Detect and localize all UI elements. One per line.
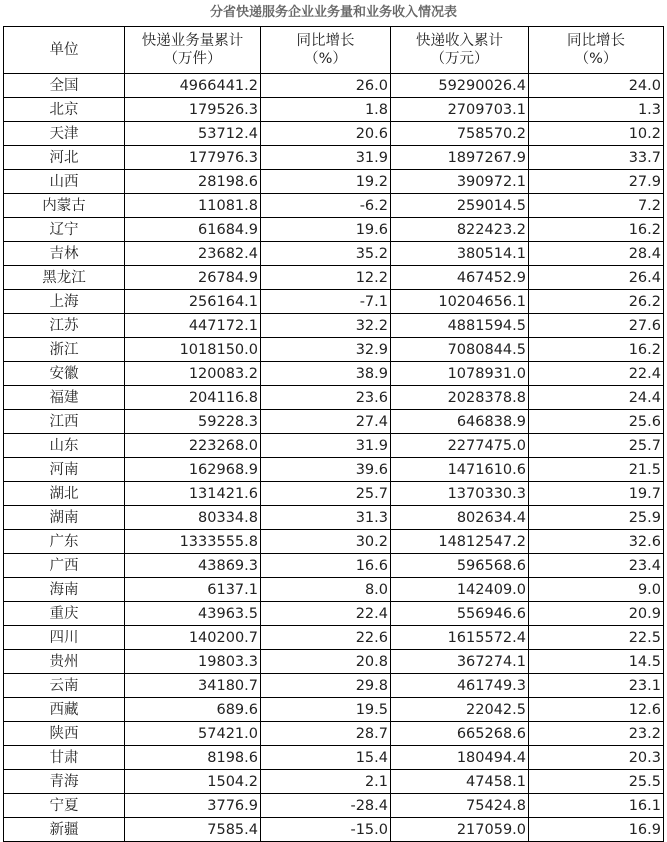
cell-volume: 59228.3 [125,410,261,434]
cell-revenue-growth: 7.2 [529,194,664,218]
cell-revenue: 390972.1 [391,170,529,194]
table-row [4,458,664,482]
table-row [4,506,664,530]
cell-volume: 1018150.0 [125,338,261,362]
cell-revenue-growth: 25.9 [529,506,664,530]
table-row [4,482,664,506]
cell-volume-growth: 32.2 [261,314,391,338]
cell-revenue: 596568.6 [391,554,529,578]
cell-region: 天津 [4,122,125,146]
cell-volume: 61684.9 [125,218,261,242]
header-volume-growth: 同比增长 （%） [261,27,391,74]
cell-revenue: 4881594.5 [391,314,529,338]
cell-revenue-growth: 22.5 [529,626,664,650]
cell-volume: 26784.9 [125,266,261,290]
table-row [4,98,664,122]
table-row [4,314,664,338]
cell-volume-growth: 22.4 [261,602,391,626]
cell-volume: 53712.4 [125,122,261,146]
cell-volume-growth: -28.4 [261,794,391,818]
cell-revenue: 1078931.0 [391,362,529,386]
cell-region: 重庆 [4,602,125,626]
cell-revenue: 802634.4 [391,506,529,530]
cell-revenue-growth: 27.6 [529,314,664,338]
cell-revenue-growth: 32.6 [529,530,664,554]
cell-revenue: 380514.1 [391,242,529,266]
cell-volume-growth: 20.8 [261,650,391,674]
cell-volume-growth: 22.6 [261,626,391,650]
cell-region: 上海 [4,290,125,314]
cell-revenue: 1615572.4 [391,626,529,650]
cell-region: 内蒙古 [4,194,125,218]
cell-revenue: 1471610.6 [391,458,529,482]
cell-volume: 162968.9 [125,458,261,482]
cell-volume-growth: 15.4 [261,746,391,770]
table-row [4,554,664,578]
cell-revenue: 1897267.9 [391,146,529,170]
cell-volume-growth: 25.7 [261,482,391,506]
cell-volume-growth: 26.0 [261,74,391,98]
cell-revenue-growth: 23.1 [529,674,664,698]
cell-revenue: 75424.8 [391,794,529,818]
cell-volume-growth: 39.6 [261,458,391,482]
data-table [3,26,664,842]
cell-revenue: 180494.4 [391,746,529,770]
cell-region: 山东 [4,434,125,458]
table-row [4,626,664,650]
header-revenue-growth: 同比增长 （%） [529,27,664,74]
cell-region: 湖北 [4,482,125,506]
table-row [4,434,664,458]
header-row [4,27,664,74]
cell-revenue-growth: 22.4 [529,362,664,386]
cell-revenue: 367274.1 [391,650,529,674]
table-title: 分省快递服务企业业务量和业务收入情况表 [209,5,457,20]
cell-volume: 4966441.2 [125,74,261,98]
cell-revenue-growth: 16.2 [529,218,664,242]
table-row [4,578,664,602]
cell-region: 江西 [4,410,125,434]
cell-volume-growth: 16.6 [261,554,391,578]
cell-revenue: 47458.1 [391,770,529,794]
table-row [4,290,664,314]
cell-volume-growth: 12.2 [261,266,391,290]
cell-volume-growth: -6.2 [261,194,391,218]
cell-region: 江苏 [4,314,125,338]
cell-volume-growth: 19.6 [261,218,391,242]
table-row [4,386,664,410]
cell-volume-growth: 32.9 [261,338,391,362]
cell-volume-growth: 19.5 [261,698,391,722]
cell-revenue-growth: 12.6 [529,698,664,722]
cell-region: 西藏 [4,698,125,722]
header-unit: 单位 [4,27,125,74]
cell-revenue: 556946.6 [391,602,529,626]
cell-revenue-growth: 14.5 [529,650,664,674]
cell-revenue: 467452.9 [391,266,529,290]
cell-region: 福建 [4,386,125,410]
table-row [4,770,664,794]
cell-revenue-growth: 19.7 [529,482,664,506]
cell-volume: 1504.2 [125,770,261,794]
cell-volume: 177976.3 [125,146,261,170]
table-row [4,146,664,170]
cell-revenue: 2709703.1 [391,98,529,122]
cell-revenue-growth: 33.7 [529,146,664,170]
cell-revenue-growth: 10.2 [529,122,664,146]
cell-volume-growth: 27.4 [261,410,391,434]
cell-volume: 120083.2 [125,362,261,386]
cell-volume-growth: 31.3 [261,506,391,530]
cell-region: 云南 [4,674,125,698]
cell-revenue-growth: 28.4 [529,242,664,266]
cell-revenue-growth: 23.4 [529,554,664,578]
table-row [4,530,664,554]
header-volume: 快递业务量累计 （万件） [125,27,261,74]
cell-revenue-growth: 16.9 [529,818,664,842]
cell-revenue-growth: 26.4 [529,266,664,290]
cell-region: 黑龙江 [4,266,125,290]
cell-revenue-growth: 26.2 [529,290,664,314]
cell-revenue: 22042.5 [391,698,529,722]
cell-volume: 34180.7 [125,674,261,698]
cell-volume-growth: 38.9 [261,362,391,386]
cell-volume-growth: 30.2 [261,530,391,554]
cell-volume-growth: 29.8 [261,674,391,698]
table-row [4,170,664,194]
cell-volume-growth: 28.7 [261,722,391,746]
cell-region: 甘肃 [4,746,125,770]
cell-revenue: 665268.6 [391,722,529,746]
cell-revenue: 217059.0 [391,818,529,842]
cell-revenue: 10204656.1 [391,290,529,314]
table-row [4,338,664,362]
cell-revenue-growth: 16.1 [529,794,664,818]
cell-volume: 43963.5 [125,602,261,626]
table-row [4,266,664,290]
cell-revenue-growth: 20.3 [529,746,664,770]
cell-region: 北京 [4,98,125,122]
cell-volume-growth: 2.1 [261,770,391,794]
cell-region: 四川 [4,626,125,650]
table-row [4,722,664,746]
cell-volume: 23682.4 [125,242,261,266]
cell-volume: 57421.0 [125,722,261,746]
cell-region: 安徽 [4,362,125,386]
cell-revenue-growth: 21.5 [529,458,664,482]
cell-revenue-growth: 25.6 [529,410,664,434]
cell-revenue-growth: 25.7 [529,434,664,458]
cell-revenue: 2028378.8 [391,386,529,410]
table-row [4,74,664,98]
cell-volume: 223268.0 [125,434,261,458]
cell-volume-growth: 35.2 [261,242,391,266]
table-row [4,794,664,818]
cell-volume: 140200.7 [125,626,261,650]
table-row [4,362,664,386]
cell-volume: 131421.6 [125,482,261,506]
cell-volume: 689.6 [125,698,261,722]
cell-volume: 28198.6 [125,170,261,194]
cell-volume: 80334.8 [125,506,261,530]
table-row [4,218,664,242]
cell-revenue: 1370330.3 [391,482,529,506]
table-row [4,650,664,674]
table-row [4,242,664,266]
cell-region: 辽宁 [4,218,125,242]
cell-volume-growth: 31.9 [261,146,391,170]
cell-region: 河南 [4,458,125,482]
cell-volume: 7585.4 [125,818,261,842]
cell-volume: 8198.6 [125,746,261,770]
cell-volume-growth: 23.6 [261,386,391,410]
table-row [4,698,664,722]
cell-volume-growth: 19.2 [261,170,391,194]
cell-region: 吉林 [4,242,125,266]
cell-revenue: 461749.3 [391,674,529,698]
cell-region: 山西 [4,170,125,194]
cell-revenue: 59290026.4 [391,74,529,98]
table-row [4,122,664,146]
cell-volume: 3776.9 [125,794,261,818]
cell-revenue-growth: 24.4 [529,386,664,410]
table-row [4,818,664,842]
cell-region: 湖南 [4,506,125,530]
cell-revenue: 7080844.5 [391,338,529,362]
cell-revenue-growth: 20.9 [529,602,664,626]
cell-revenue-growth: 27.9 [529,170,664,194]
cell-volume: 1333555.8 [125,530,261,554]
cell-volume: 204116.8 [125,386,261,410]
cell-volume-growth: -7.1 [261,290,391,314]
cell-region: 青海 [4,770,125,794]
cell-volume: 19803.3 [125,650,261,674]
cell-volume: 447172.1 [125,314,261,338]
cell-region: 河北 [4,146,125,170]
cell-volume-growth: 20.6 [261,122,391,146]
cell-region: 宁夏 [4,794,125,818]
cell-volume: 11081.8 [125,194,261,218]
cell-revenue: 646838.9 [391,410,529,434]
cell-revenue: 14812547.2 [391,530,529,554]
cell-region: 广东 [4,530,125,554]
cell-revenue-growth: 24.0 [529,74,664,98]
cell-region: 浙江 [4,338,125,362]
cell-volume: 6137.1 [125,578,261,602]
table-row [4,746,664,770]
table-row [4,674,664,698]
cell-revenue-growth: 16.2 [529,338,664,362]
cell-volume: 43869.3 [125,554,261,578]
cell-region: 陕西 [4,722,125,746]
cell-volume-growth: 31.9 [261,434,391,458]
cell-region: 全国 [4,74,125,98]
cell-revenue-growth: 9.0 [529,578,664,602]
cell-revenue: 822423.2 [391,218,529,242]
cell-region: 新疆 [4,818,125,842]
cell-revenue-growth: 1.3 [529,98,664,122]
table-row [4,194,664,218]
cell-volume-growth: 1.8 [261,98,391,122]
table-row [4,602,664,626]
cell-revenue: 758570.2 [391,122,529,146]
cell-revenue-growth: 23.2 [529,722,664,746]
cell-volume: 256164.1 [125,290,261,314]
cell-revenue: 2277475.0 [391,434,529,458]
cell-volume-growth: 8.0 [261,578,391,602]
header-revenue: 快递收入累计 （万元） [391,27,529,74]
cell-volume-growth: -15.0 [261,818,391,842]
cell-revenue-growth: 25.5 [529,770,664,794]
cell-region: 贵州 [4,650,125,674]
cell-volume: 179526.3 [125,98,261,122]
cell-region: 海南 [4,578,125,602]
cell-region: 广西 [4,554,125,578]
cell-revenue: 259014.5 [391,194,529,218]
cell-revenue: 142409.0 [391,578,529,602]
table-row [4,410,664,434]
